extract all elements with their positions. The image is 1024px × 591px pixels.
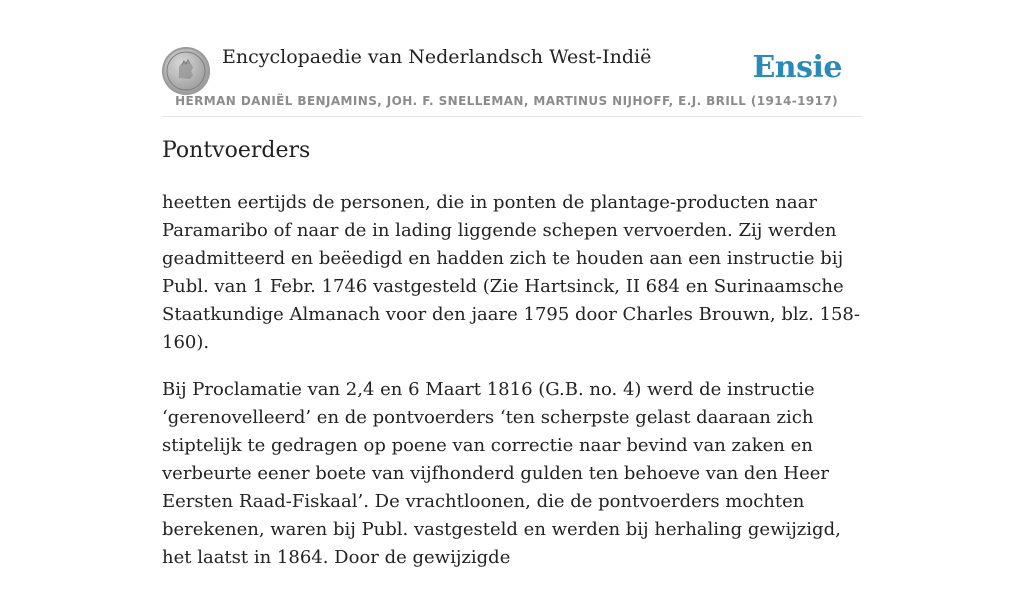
book-header: [162, 44, 862, 117]
article-title: Pontvoerders: [162, 138, 311, 163]
book-authors: HERMAN DANIËL BENJAMINS, JOH. F. SNELLEMAN, MARTINUS NIJHOFF, E.J. BRILL (1914-1917): [175, 94, 838, 108]
article: [162, 138, 862, 591]
coin-icon[interactable]: [162, 47, 210, 95]
book-title[interactable]: Encyclopaedie van Nederlandsch West-Indië: [222, 46, 652, 68]
article-paragraph: Bij Proclamatie van 2,4 en 6 Maart 1816 (G.B. no. 4) werd de instructie ‘gerenovelleerd’ en de pontvoerders ‘ten scherpste gelast daaraan zich stiptelijk te gedragen op poene van correctie naar bevind van zaken en verbeurte eener boete van vijfhonderd gulden ten behoeve van den Heer Eersten Raad-Fiskaal’. De vrachtloonen, die de pontvoerders mochten berekenen, waren bij Publ. vastgesteld en werden bij herhaling gewijzigd, het laatst in 1864. Door de gewijzigde: [162, 379, 841, 568]
article-paragraph: heetten eertijds de personen, die in ponten de plantage-producten naar Paramaribo of naar de in lading liggende schepen vervoerden. Zij werden geadmitteerd en beëedigd en hadden zich te houden aan een instructie bij Publ. van 1 Febr. 1746 vastgesteld (Zie Hartsinck, II 684 en Surinaamsche Staatkundige Almanach voor den jaare 1795 door Charles Brouwn, blz. 158-160).: [162, 192, 860, 353]
ensie-logo[interactable]: Ensie: [752, 50, 842, 85]
